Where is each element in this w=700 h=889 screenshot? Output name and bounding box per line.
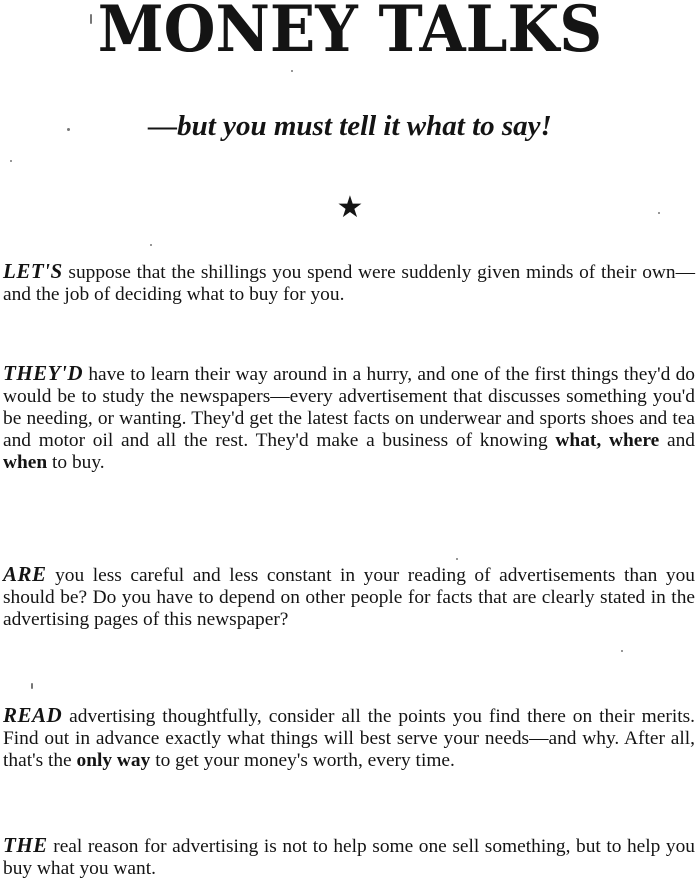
emphasis-when: when	[3, 452, 48, 473]
paragraph-text: to get your money's worth, every time.	[155, 750, 455, 771]
print-speck	[456, 558, 458, 560]
paragraph-lead: ARE	[3, 562, 47, 586]
paragraph-text: real reason for advertising is not to help some one sell something, but to help you buy what you want.	[3, 836, 695, 879]
paragraph-text: you less careful and less constant in your reading of advertisements than you should be? Do you have to depend on other people for facts that are clearly stated in the advertising pages of this newspaper?	[3, 565, 695, 630]
paragraph-the	[3, 834, 695, 880]
emphasis-where: where	[608, 430, 660, 451]
emphasis-only-way: only way	[76, 750, 151, 771]
paragraph-lead: LET'S	[3, 259, 63, 283]
paragraph-text: have to learn their way around in a hurry, and one of the first things they'd do would be to study the newspapers—every advertisement that discusses something you'd be needing, or wanting. They'd get the latest facts on underwear and sports shoes and tea and motor oil and all the rest. They'd make a business of knowing	[3, 364, 695, 451]
headline: MONEY TALKS	[97, 0, 603, 67]
print-speck	[90, 14, 92, 24]
paragraph-lead: THE	[3, 833, 48, 857]
paragraph-read	[3, 704, 695, 772]
star-ornament: ★	[336, 190, 364, 225]
print-speck	[10, 160, 12, 162]
paragraph-lead: THEY'D	[3, 361, 83, 385]
print-speck	[67, 128, 70, 131]
print-speck	[658, 212, 660, 214]
print-speck	[291, 70, 293, 72]
paragraph-text: advertising thoughtfully, consider all the points you find there on their merits. Find out in advance exactly what things will best serve your needs—and why. After all, that's the	[3, 706, 695, 771]
paragraph-text: and	[666, 430, 695, 451]
paragraph-text: to buy.	[52, 452, 105, 473]
paragraph-lead: READ	[3, 703, 63, 727]
print-speck	[621, 650, 623, 652]
paragraph-are	[3, 563, 695, 631]
emphasis-what: what,	[555, 430, 602, 451]
print-speck	[150, 244, 152, 246]
paragraph-lets	[3, 260, 695, 306]
paragraph-theyd	[3, 362, 695, 474]
subheadline: —but you must tell it what to say!	[148, 110, 552, 142]
print-speck	[31, 683, 33, 689]
paragraph-text: suppose that the shillings you spend were suddenly given minds of their own—and the job of deciding what to buy for you.	[3, 262, 695, 305]
